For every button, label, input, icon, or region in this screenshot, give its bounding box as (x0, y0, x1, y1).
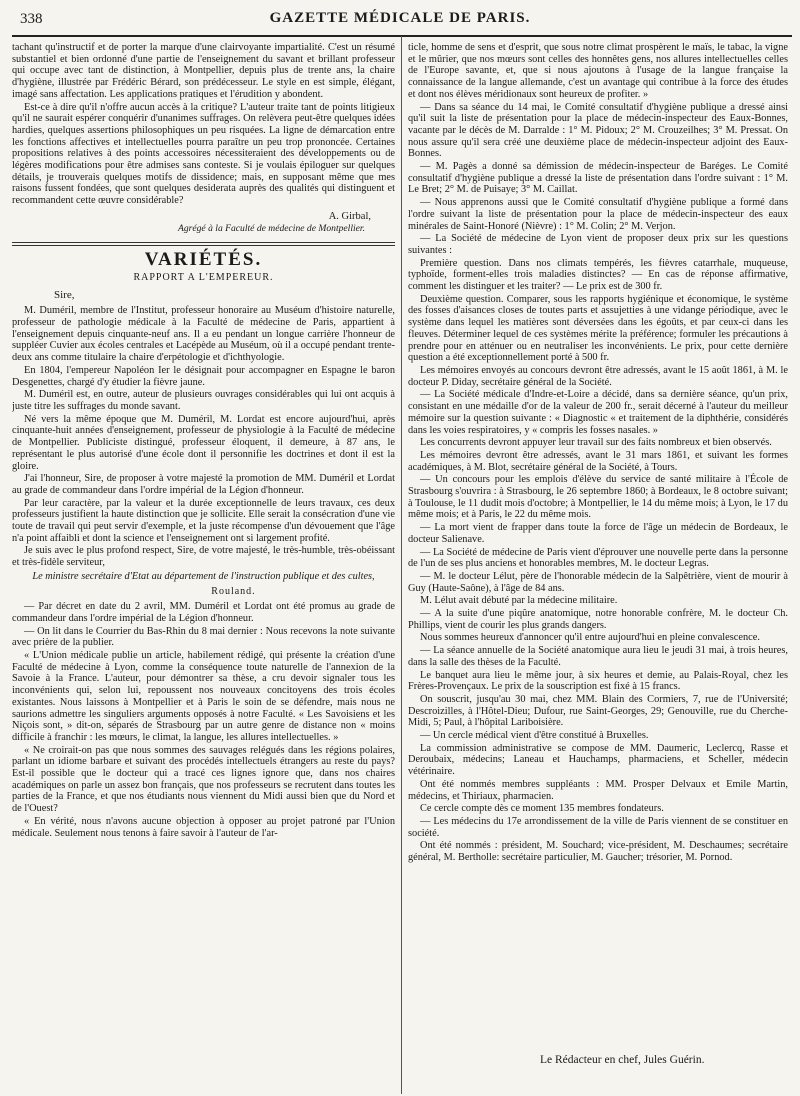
paragraph: ticle, homme de sens et d'esprit, que sous notre climat prospèrent le maïs, le tabac, la vigne et le mûrier, que nos mœurs sont celles des honnêtes gens, nos allures intellectuelles celles de l'Europe savante, et, que si nous ajoutons à l'usage de la langue française la connaissance de la langue allemande, c'est un avantage qui contribue à la force des études et dont nos élèves méridionaux sont heureux de profiter. » (408, 42, 788, 100)
paragraph: — M. le docteur Lélut, père de l'honorable médecin de la Salpêtrière, vient de mourir à Guy (Haute-Saône), à l'âge de 84 ans. (408, 570, 788, 594)
paragraph: — Les médecins du 17e arrondissement de la ville de Paris viennent de se constituer en société. (408, 816, 788, 839)
column-divider (401, 36, 402, 1094)
paragraph: Par leur caractère, par la valeur et la durée exceptionnelle de leurs travaux, ces deux professeurs justifient la haute distinction que je sollicite. Elle serait la consécration d'une vie toute de travail qui peut servir d'exemple, et la juste récompense d'un dévouement que l'âge n'a point affaibli et dont la science et l'enseignement ont si largement profité. (12, 497, 395, 544)
paragraph: — La Société de médecine de Paris vient d'éprouver une nouvelle perte dans la personne de l'un de ses plus anciens et honorables membres, M. le docteur Legras. (408, 546, 788, 570)
paragraph: — Nous apprenons aussi que le Comité consultatif d'hygiène publique a formé dans l'ordre suivant la liste de présentation pour la place de médecin-inspecteur des eaux minérales de Saint-Honoré (Nièvre) : 1° M. Colin; 2° M. Verjon. (408, 197, 788, 232)
paragraph: En 1804, l'empereur Napoléon Ier le désignait pour accompagner en Espagne le baron Desgenettes, chargé d'y étudier la fièvre jaune. (12, 364, 395, 388)
paragraph: Le banquet aura lieu le même jour, à six heures et demie, au Palais-Royal, chez les Frères-Provençaux. Le prix de la souscription est fixé à 15 francs. (408, 669, 788, 693)
paragraph: Les mémoires envoyés au concours devront être adressés, avant le 15 août 1861, à M. le docteur P. Diday, secrétaire général de la Société. (408, 364, 788, 388)
paragraph: « L'Union médicale publie un article, habilement rédigé, qui présente la création d'une Faculté de médecine à Lyon, comme la conséquence toute naturelle de l'annexion de la Savoie à la France. L'auteur, pour démontrer sa thèse, a cru devoir signaler tous les inconvénients qui, selon lui, repoussent nos nouveaux concitoyens des trois écoles existantes. Nous laissons à Montpellier et à Paris le soin de se défendre, mais nous ne saurions admettre les singuliers arguments opposés à notre Faculté. « Les Savoisiens et les Niçois sont, » dit-on, séparés de Strasbourg par un autre genre de distance non « moins difficile à franchir : les mœurs, le climat, la langue, les allures intellectuelles. » (12, 650, 395, 743)
paragraph: « En vérité, nous n'avons aucune objection à opposer au projet patroné par l'Union médicale. Seulement nous tenons à faire savoir à l'auteur de l'ar- (12, 815, 395, 839)
paragraph: Nous sommes heureux d'annoncer qu'il entre aujourd'hui en pleine convalescence. (420, 632, 760, 644)
paragraph: Deuxième question. Comparer, sous les rapports hygiénique et économique, le système des fosses d'aisances closes de toutes parts et assujetties à une vidange périodique, avec le système dans lequel les matières sont déversées dans les égoûts, et par ceux-ci dans les fleuves. Déterminer lequel de ces systèmes mérite la préférence; formuler les précautions à prendre pour en atténuer ou en neutraliser les inconvénients. Le prix, pour cette dernière question a été exceptionnellement porté à 500 fr. (408, 293, 788, 364)
paragraph: Les concurrents devront appuyer leur travail sur des faits nombreux et bien observés. (420, 437, 772, 449)
paragraph: — Un cercle médical vient d'être constitué à Bruxelles. (420, 730, 649, 742)
salutation: Sire, (54, 288, 75, 301)
paragraph: La commission administrative se compose de MM. Daumeric, Leclercq, Rasse et Deroubaix, médecins; Laneau et Hauchamps, pharmaciens, et Scheller, médecin vétérinaire. (408, 742, 788, 778)
paragraph: Les mémoires devront être adressés, avant le 31 mars 1861, et suivant les formes académiques, à M. Blot, secrétaire général de la Société, à Tours. (408, 449, 788, 473)
paragraph: Je suis avec le plus profond respect, Sire, de votre majesté, le très-humble, très-obéissant et très-fidèle serviteur, (12, 545, 395, 569)
paragraph: — Par décret en date du 2 avril, MM. Duméril et Lordat ont été promus au grade de commandeur dans l'ordre impérial de la Légion d'honneur. (12, 601, 395, 624)
paragraph: — On lit dans le Courrier du Bas-Rhin du 8 mai dernier : Nous recevons la note suivante avec prière de la publier. (12, 625, 395, 649)
paragraph: — La séance annuelle de la Société anatomique aura lieu le jeudi 31 mai, à trois heures, dans la salle des thèses de la Faculté. (408, 645, 788, 668)
section-rule (12, 245, 395, 246)
paragraph: Ce cercle compte dès ce moment 135 membres fondateurs. (420, 803, 664, 815)
section-heading: VARIÉTÉS. (144, 249, 263, 271)
page-header (6, 8, 794, 30)
paragraph: M. Lélut avait débuté par la médecine militaire. (420, 595, 618, 607)
paragraph: Ont été nommés : président, M. Souchard; vice-président, M. Deschaumes; secrétaire général, M. Bertholle: secrétaire particulier, M. Gaucher; trésorier, M. Pornod. (408, 840, 788, 864)
paragraph: Né vers la même époque que M. Duméril, M. Lordat est encore aujourd'hui, après cinquante-huit années d'enseignement, professeur de physiologie à la Faculté de médecine de Montpellier. Publiciste distingué, professeur éloquent, il demeure, à 87 ans, le représentant le plus autorisé d'une école dont il personnifie les doctrines et dont il est la gloire. (12, 413, 395, 472)
right-column (408, 42, 788, 1088)
paragraph: — Un concours pour les emplois d'élève du service de santé militaire à l'École de Strasbourg s'ouvrira : à Strasbourg, le 26 septembre 1860; à Bordeaux, le 8 octobre suivant; à Toulouse, le 11 dudit mois d'octobre; à Montpellier, le 14 du même mois; à Lyon, le 17 du même mois; et à Paris, le 22 du même mois. (408, 474, 788, 521)
paragraph: Ont été nommés membres suppléants : MM. Prosper Delvaux et Emile Martin, médecins, et Thiriaux, pharmacien. (408, 778, 788, 802)
author-signature: A. Girbal, (328, 210, 371, 222)
minister-signature: Rouland. (211, 585, 256, 597)
paragraph: On souscrit, jusqu'au 30 mai, chez MM. Blain des Cormiers, 7, rue de l'Université; Descroizilles, à l'Hôtel-Dieu; Dufour, rue Saint-Georges, 29; Genouville, rue du Cherche-Midi, 5; Paul, à l'hôpital Lariboisière. (408, 693, 788, 729)
paragraph: tachant qu'instructif et de porter la marque d'une clairvoyante impartialité. C'est un résumé substantiel et bien ordonné d'une partie de l'enseignement du savant et brillant professeur qui occupe avec tant de distinction, à Montpellier, depuis plus de trente ans, la chaire d'hygiène, illustrée par Frédéric Bérard, son prédécesseur. Le style en est simple, élégant, imagé sans affectation. Les applications pratiques et l'érudition y abondent. (12, 42, 395, 100)
paragraph: M. Duméril est, en outre, auteur de plusieurs ouvrages considérables qui lui ont acquis à juste titre les suffrages du monde savant. (12, 389, 395, 412)
paragraph: — A la suite d'une piqûre anatomique, notre honorable confrère, M. le docteur Ch. Phillips, vient de courir les plus grands dangers. (408, 608, 788, 631)
section-rule (12, 242, 395, 243)
paragraph: — Dans sa séance du 14 mai, le Comité consultatif d'hygiène publique a dressé ainsi qu'il suit la liste de présentation pour la place de médecin-inspecteur des Eaux-Bonnes, vacante par le décès de M. Darralde : 1° M. Pidoux; 2° M. Crouzeilhes; 3° M. Pressat. On nous assure qu'il sera créé une deuxième place de médecin-inspecteur adjoint des Eaux-Bonnes. (408, 101, 788, 160)
minister-title: Le ministre secrétaire d'Etat au département de l'instruction publique et des cultes, (32, 570, 375, 582)
editor-signature: Le Rédacteur en chef, Jules Guérin. (540, 1054, 705, 1066)
journal-title: GAZETTE MÉDICALE DE PARIS. (269, 10, 531, 26)
paragraph: — M. Pagès a donné sa démission de médecin-inspecteur de Baréges. Le Comité consultatif d'hygiène publique a dressé la liste de présentation dans l'ordre suivant : 1° M. Le Bret; 2° M. de Puisaye; 3° M. Caillat. (408, 161, 788, 196)
paragraph: J'ai l'honneur, Sire, de proposer à votre majesté la promotion de MM. Duméril et Lordat au grade de commandeur dans l'ordre impérial de la Légion d'honneur. (12, 473, 395, 496)
page-number: 338 (20, 11, 43, 27)
paragraph: « Ne croirait-on pas que nous sommes des sauvages relégués dans les régions polaires, parlant un idiome barbare et suivant des procédés intellectuels étrangers au reste du pays? Est-il possible que le docteur qui a tracé ces lignes ignore que, dans nos chaires académiques on parle un assez bon français, que nos professeurs se recrutent dans toutes les parties de la France, et que nos étudiants nous viennent du Midi aussi bien que du Nord et de l'Ouest? (12, 744, 395, 815)
paragraph: — La Société de médecine de Lyon vient de proposer deux prix sur les questions suivantes : (408, 233, 788, 256)
paragraph: — La mort vient de frapper dans toute la force de l'âge un médecin de Bordeaux, le docteur Salienave. (408, 522, 788, 545)
paragraph: M. Duméril, membre de l'Institut, professeur honoraire au Muséum d'histoire naturelle, professeur de pathologie médicale à la Faculté de médecine de Paris, appartient à l'enseignement depuis cinquante-neuf ans. Il a eu pendant un longue carrière l'honneur de suppléer Cuvier aux écoles centrales et Lacépède au Muséum, où il a occupé pendant trente-deux ans comme titulaire la chaire d'erpétologie et d'ichthyologie. (12, 305, 395, 364)
author-affiliation: Agrégé à la Faculté de médecine de Montpellier. (177, 222, 365, 234)
paragraph: Première question. Dans nos climats tempérés, les fièvres catarrhale, muqueuse, typhoïde, forment-elles trois maladies distinctes? — En cas de réponse affirmative, comment les distinguer et les traiter? — Le prix est de 300 fr. (408, 257, 788, 293)
subheading: RAPPORT A L'EMPEREUR. (133, 271, 274, 283)
paragraph: Est-ce à dire qu'il n'offre aucun accès à la critique? L'auteur traite tant de points litigieux qu'il ne saurait espérer conquérir d'unanimes suffrages. On relèvera peut-être quelques idées hardies, quelques assertions philosophiques un peu risquées. La ligne de démarcation entre les fonctions affectives et intellectuelles pourra paraître un peu trop prononcée. Certaines propositions relatives à des points accessoires nécessiteraient des développements ou de légères modifications pour être admises sans conteste. Si je voulais épiloguer sur quelques détails, je trouverais quelques motifs de dissidence; mais, en supposant même que mes raisons fussent fondées, que sont quelques desiderata auprès des qualités qui distinguent et recommandent cette œuvre considérable? (12, 101, 395, 207)
header-rule (12, 35, 792, 37)
left-column (12, 42, 395, 1088)
paragraph: — La Société médicale d'Indre-et-Loire a décidé, dans sa dernière séance, qu'un prix, consistant en une médaille d'or de la valeur de 200 fr., serait décerné à l'auteur du meilleur mémoire sur la question suivante : « Diagnostic « et traitement de la diphthérie, considérés dans les voies respiratoires, y « compris les fosses nasales. » (408, 389, 788, 436)
